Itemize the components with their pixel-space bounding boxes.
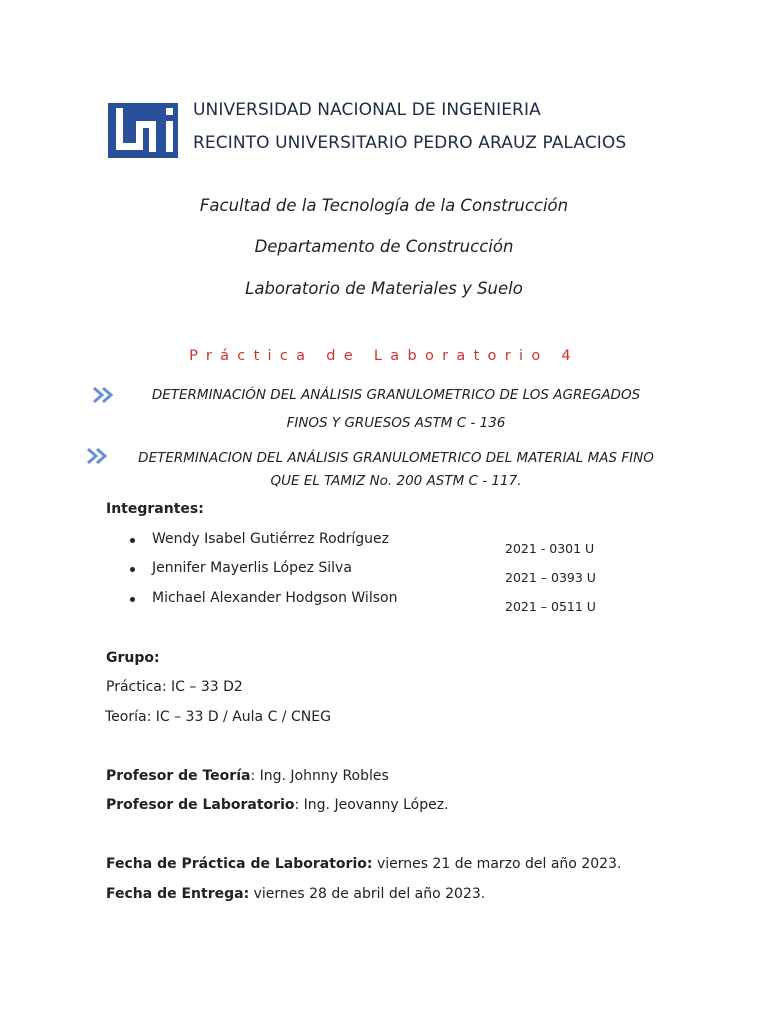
group-heading: Grupo: (106, 650, 160, 666)
topic-2-line-1: DETERMINACION DEL ANÁLISIS GRANULOMETRICO DEL MATERIAL MAS FINO (138, 450, 654, 466)
member-name: Jennifer Mayerlis López Silva (152, 560, 352, 576)
bullet (130, 597, 135, 602)
faculty-name: Facultad de la Tecnología de la Construcción (199, 196, 569, 215)
group-label: Grupo (106, 650, 155, 666)
theory-professor-label: Profesor de Teoría (106, 768, 251, 784)
lab-professor-label: Profesor de Laboratorio (106, 797, 295, 813)
member-name: Michael Alexander Hodgson Wilson (152, 590, 398, 606)
theory-professor: Profesor de Teoría: Ing. Johnny Robles (106, 768, 389, 784)
topic-1-line-2: FINOS Y GRUESOS ASTM C - 136 (286, 415, 506, 431)
practice-date: Fecha de Práctica de Laboratorio: viernes 21 de marzo del año 2023. (106, 856, 622, 872)
topic-2-line-2: QUE EL TAMIZ No. 200 ASTM C - 117. (270, 473, 522, 489)
topic-1 (96, 381, 696, 437)
laboratory-name: Laboratorio de Materiales y Suelo (245, 279, 523, 298)
bullet (130, 538, 135, 543)
practice-title: Práctica de Laboratorio 4 (189, 348, 579, 364)
lab-professor: Profesor de Laboratorio: Ing. Jeovanny López. (106, 797, 449, 813)
university-name: UNIVERSIDAD NACIONAL DE INGENIERIA (193, 100, 541, 120)
member-name: Wendy Isabel Gutiérrez Rodríguez (152, 531, 389, 547)
delivery-date-label: Fecha de Entrega (106, 886, 244, 902)
lab-professor-value: Ing. Jeovanny López. (303, 797, 449, 813)
member-code: 2021 - 0301 U (505, 541, 595, 556)
uni-logo-icon (108, 103, 184, 158)
practice-date-value: viernes 21 de marzo del año 2023. (376, 856, 622, 872)
member-code: 2021 – 0511 U (505, 599, 596, 614)
members-label: Integrantes (106, 501, 199, 517)
theory-professor-value: Ing. Johnny Robles (259, 768, 389, 784)
members-heading: Integrantes: (106, 501, 204, 517)
group-practice: Práctica: IC – 33 D2 (106, 679, 243, 695)
practice-date-label: Fecha de Práctica de Laboratorio (106, 856, 367, 872)
delivery-date-value: viernes 28 de abril del año 2023. (253, 886, 486, 902)
bullet (130, 567, 135, 572)
topic-2 (96, 447, 696, 493)
topic-1-line-1: DETERMINACIÓN DEL ANÁLISIS GRANULOMETRICO DE LOS AGREGADOS (151, 387, 641, 403)
department-name: Departamento de Construcción (254, 237, 514, 256)
group-theory: Teoría: IC – 33 D / Aula C / CNEG (105, 709, 331, 725)
delivery-date: Fecha de Entrega: viernes 28 de abril del año 2023. (106, 886, 486, 902)
campus-name: RECINTO UNIVERSITARIO PEDRO ARAUZ PALACIOS (193, 133, 627, 153)
member-code: 2021 – 0393 U (505, 570, 596, 585)
